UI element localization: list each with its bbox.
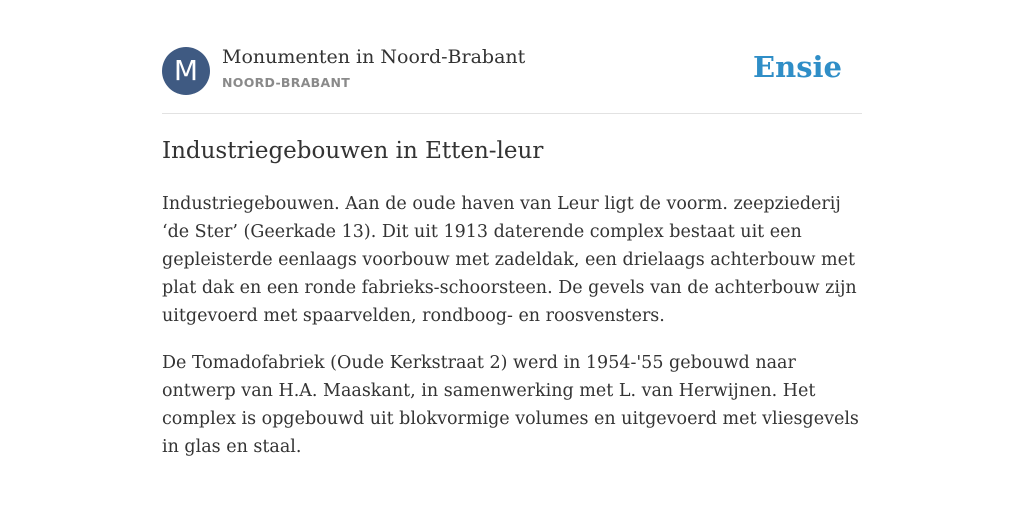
- article-paragraph: Industriegebouwen. Aan de oude haven van Leur ligt de voorm. zeepziederij ‘de Ster’ (Geerkade 13). Dit uit 1913 daterende complex bestaat uit een gepleisterde eenlaags voorbouw met zadeldak, een drielaags achterbouw met plat dak en een ronde fabrieks-schoorsteen. De gevels van de achterbouw zijn uitgevoerd met spaarvelden, rondboog- en roosvensters.: [162, 194, 857, 326]
- article-title: Industriegebouwen in Etten-leur: [162, 138, 544, 164]
- avatar[interactable]: M: [162, 47, 210, 95]
- ensie-logo[interactable]: Ensie: [753, 50, 842, 84]
- article-paragraph: De Tomadofabriek (Oude Kerkstraat 2) werd in 1954-'55 gebouwd naar ontwerp van H.A. Maaskant, in samenwerking met L. van Herwijnen. Het complex is opgebouwd uit blokvormige volumes en uitgevoerd met vliesgevels in glas en staal.: [162, 353, 859, 457]
- source-title[interactable]: Monumenten in Noord-Brabant: [222, 46, 526, 68]
- article-body: [162, 190, 862, 480]
- source-header: [162, 0, 862, 114]
- source-subtitle: NOORD-BRABANT: [222, 75, 351, 90]
- article-card: [162, 0, 862, 457]
